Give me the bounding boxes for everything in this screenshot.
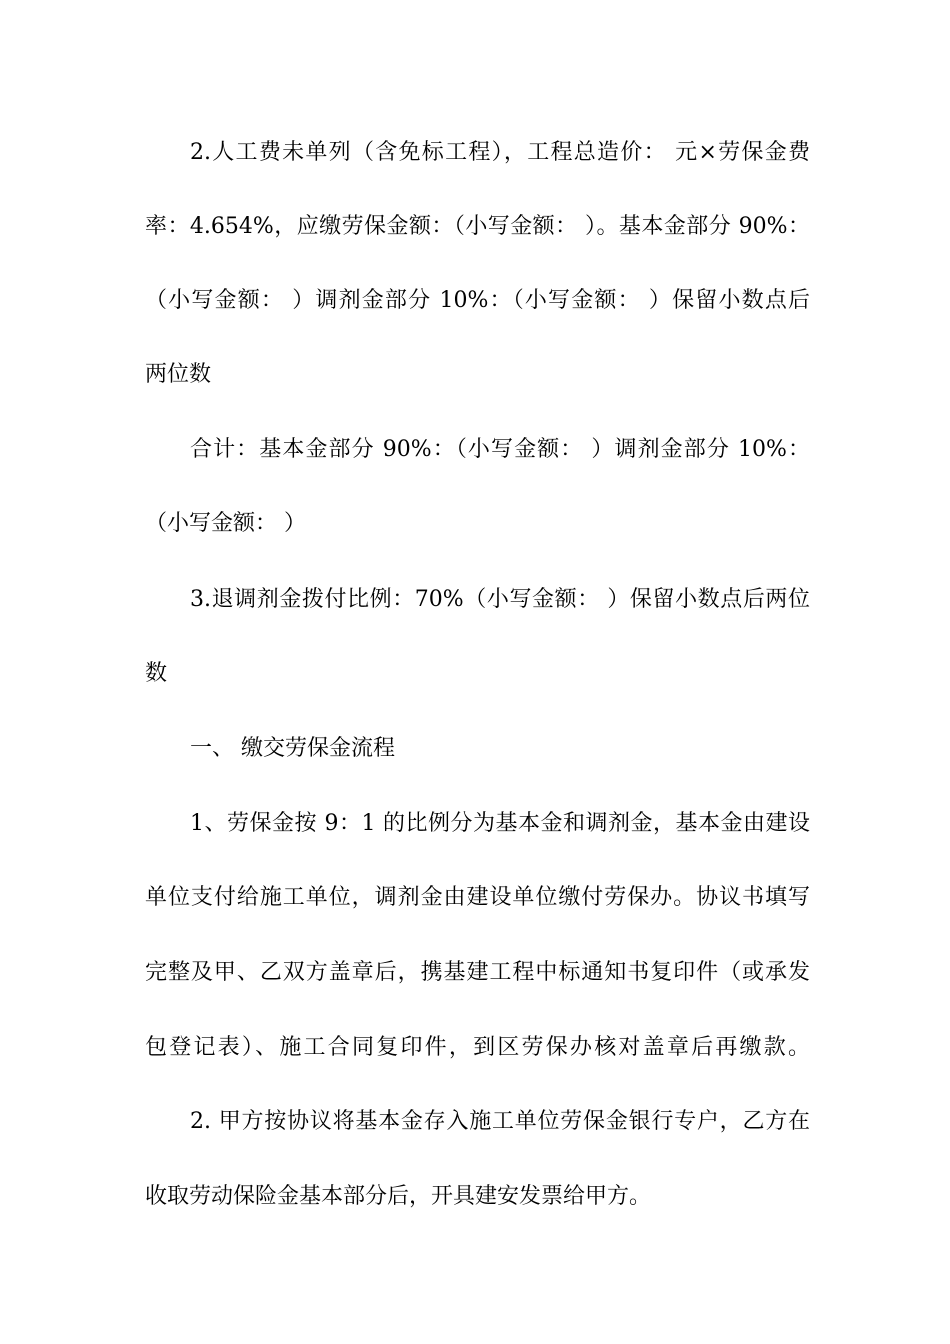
- paragraph-line: （小写金额： ）: [145, 511, 306, 536]
- paragraph-line: （小写金额： ）调剂金部分 10%：（小写金额： ）保留小数点后: [145, 288, 810, 313]
- paragraph-line: 包登记表）、施工合同复印件，到区劳保办核对盖章后再缴款。: [145, 1035, 810, 1060]
- paragraph-line: 收取劳动保险金基本部分后，开具建安发票给甲方。: [145, 1184, 652, 1209]
- paragraph-line: 数: [145, 661, 168, 686]
- paragraph-line: 单位支付给施工单位，调剂金由建设单位缴付劳保办。协议书填写: [145, 885, 810, 910]
- paragraph-line: 2. 甲方按协议将基本金存入施工单位劳保金银行专户，乙方在: [190, 1109, 810, 1134]
- paragraph-line: 两位数: [145, 362, 212, 387]
- paragraph-line: 合计：基本金部分 90%：（小写金额： ）调剂金部分 10%：: [190, 437, 810, 462]
- paragraph-line: 完整及甲、乙双方盖章后，携基建工程中标通知书复印件（或承发: [145, 960, 810, 985]
- section-heading: 一、 缴交劳保金流程: [190, 736, 395, 761]
- paragraph-line: 1、劳保金按 9：1 的比例分为基本金和调剂金，基本金由建设: [190, 811, 810, 836]
- paragraph-line: 率：4.654%，应缴劳保金额：（小写金额： ）。基本金部分 90%：: [145, 214, 810, 239]
- paragraph-line: 3.退调剂金拨付比例：70%（小写金额： ）保留小数点后两位: [190, 587, 810, 612]
- paragraph-line: 2.人工费未单列（含免标工程），工程总造价： 元×劳保金费: [190, 140, 810, 165]
